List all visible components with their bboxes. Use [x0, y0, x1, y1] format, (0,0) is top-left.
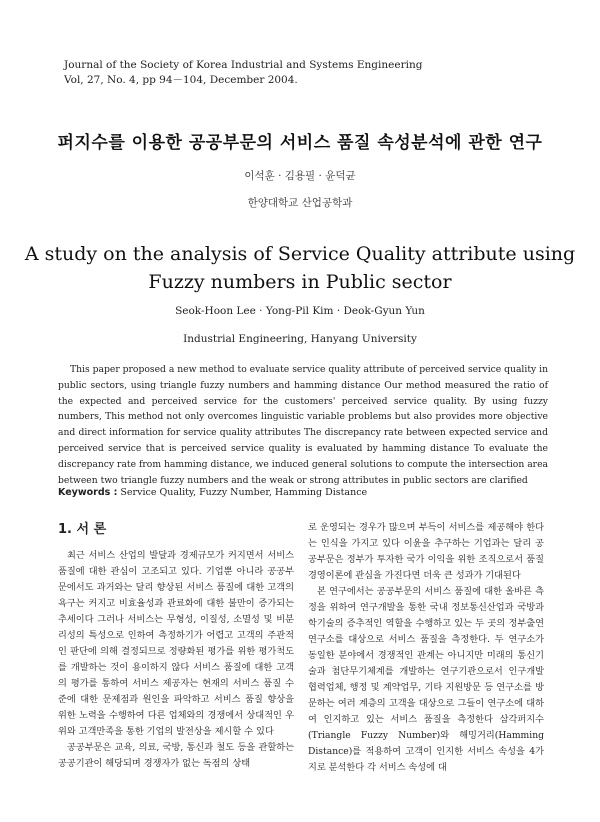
section-heading: 1. 서 론 [58, 522, 107, 537]
paragraph: 로 운영되는 경우가 많으며 부득이 서비스를 제공해야 한다는 인식을 가지고 있다 이윤을 추구하는 기업과는 달리 공공부문은 정부가 투자한 국가 이익을 위한 조직으로서 품질경영이론에 관심을 가진다면 더욱 큰 성과가 기대된다 [308, 522, 544, 581]
keywords-text: Service Quality, Fuzzy Number, Hamming Distance [120, 487, 368, 498]
body-column-right [308, 520, 544, 776]
paragraph: 최근 서비스 산업의 발달과 경제규모가 커지면서 서비스 품질에 대한 관심이 고조되고 있다. 기업뿐 아니라 공공부문에서도 과거와는 달리 향상된 서비스 품질에 대한 고객의 욕구는 커지고 비효율성과 관료화에 대한 불만이 증가되는 추세이다 그러나 서비스는 무형성, 이질성, 소멸성 및 비분리성의 특성으로 인하여 측정하기가 어렵고 고객의 주관적인 판단에 의해 결정되므로 정량화된 평가를 위한 평가척도를 개발하는 것이 용이하지 않다 서비스 품질에 대한 고객의 평가를 통하여 서비스 제공자는 현재의 서비스 품질 수준에 대한 문제점과 원인을 파악하고 서비스 품질 향상을 위한 노력을 수행하여 다른 업체와의 경쟁에서 상대적인 우위와 고객만족을 통한 기업의 발전상을 제시할 수 있다 [58, 550, 294, 737]
keywords-label: Keywords : [58, 487, 118, 498]
english-authors: Seok-Hoon Lee · Yong-Pil Kim · Deok-Gyun Yun [175, 305, 425, 317]
paragraph: 본 연구에서는 공공부문의 서비스 품질에 대한 올바른 측정을 위하여 연구개발을 통한 국내 정보통신산업과 국방과학기술의 증추적인 역할을 수행하고 있는 두 곳의 정부출연연구소를 대상으로 서비스 품질을 측정한다. 두 연구소가 동일한 분야에서 경쟁적인 관계는 아니지만 미래의 통신기술과 첨단무기체계를 개발하는 연구기관으로서 인구개발 협력업체, 행정 및 계약업무, 기타 지원방문 등 연구소를 방문하는 여러 계층의 고객을 대상으로 그들이 연구소에 대하여 인지하고 있는 서비스 품질을 측정한다 삼각퍼지수(Triangle Fuzzy Number)와 해밍거리(Hamming Distance)를 적용하여 고객이 인지한 서비스 속성을 4가지로 분석한다 각 서비스 속성에 대 [308, 586, 544, 773]
paragraph: 공공부문은 교육, 의료, 국방, 통신과 철도 등을 관할하는 공공기관이 해당되며 경쟁자가 없는 독점의 상태 [58, 742, 294, 769]
korean-authors: 이석훈 · 김용필 · 윤덕균 [244, 170, 356, 182]
journal-name: Journal of the Society of Korea Industrial and Systems Engineering [64, 59, 423, 71]
english-title-line-2: Fuzzy numbers in Public sector [148, 271, 452, 293]
journal-volume: Vol, 27, No. 4, pp 94－104, December 2004. [64, 74, 298, 86]
journal-info [64, 58, 422, 88]
korean-affiliation: 한양대학교 산업공학과 [247, 197, 353, 209]
english-title-line-1: A study on the analysis of Service Quality attribute using [24, 243, 576, 265]
keywords [58, 487, 367, 498]
english-title [0, 240, 600, 296]
english-affiliation: Industrial Engineering, Hanyang University [183, 333, 417, 345]
abstract: This paper proposed a new method to evaluate service quality attribute of perceived service quality in public sectors, using triangle fuzzy numbers and hamming distance Our method measured the ratio of the expected and perceived service for the customers' perceived service quality. By using fuzzy numbers, This method not only overcomes linguistic variable problems but also provides more objective and direct information for service quality attributes The discrepancy rate between expected service and perceived service that is perceived service quality is evaluated by hamming distance To evaluate the discrepancy rate from hamming distance, we induced general solutions to compute the intersection area between two triangle fuzzy numbers and the weak or strong attributes in public sectors are clarified [58, 364, 548, 486]
korean-title: 퍼지수를 이용한 공공부문의 서비스 품질 속성분석에 관한 연구 [57, 133, 543, 153]
body-column-left [58, 520, 294, 772]
